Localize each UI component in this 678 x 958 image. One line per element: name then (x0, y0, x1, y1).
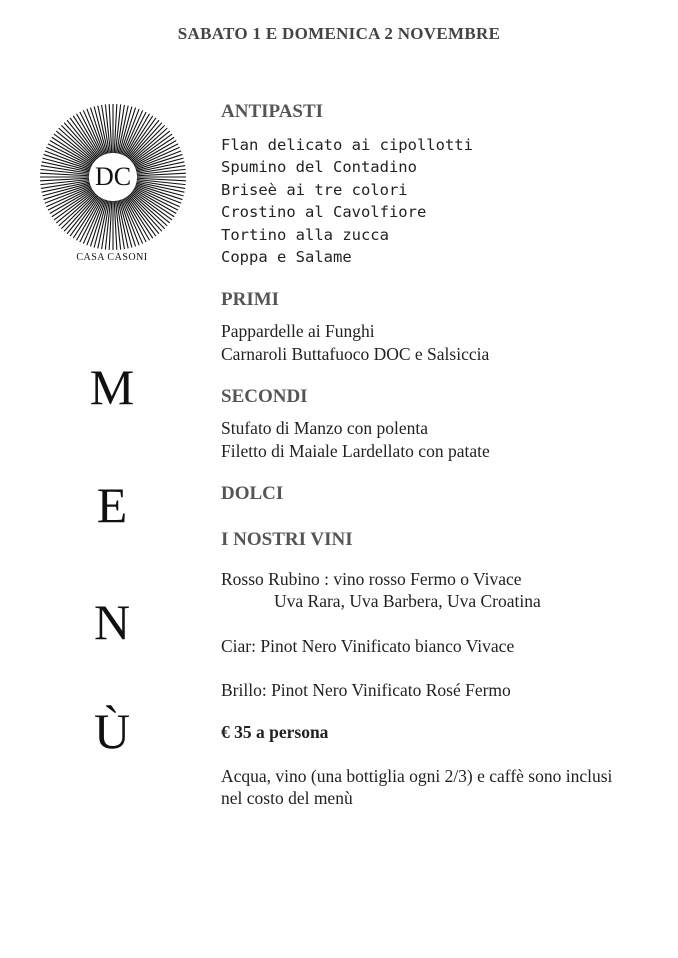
side-letter-m: M (89, 359, 135, 415)
sunburst-monogram-icon (38, 102, 188, 252)
menu-content (221, 100, 661, 809)
primi-list (221, 320, 661, 365)
section-title-vini: I NOSTRI VINI (221, 529, 353, 551)
list-item: Stufato di Manzo con polenta (221, 418, 429, 439)
list-item: Filetto di Maiale Lardellato con patate (221, 440, 490, 461)
price-per-person: € 35 a persona (221, 721, 329, 742)
side-letter-e: E (96, 477, 128, 533)
wine-rosso-grapes: Uva Rara, Uva Barbera, Uva Croatina (274, 591, 541, 612)
list-item: Crostino al Cavolfiore (221, 203, 427, 222)
list-item: Tortino alla zucca (221, 225, 389, 244)
antipasti-list (221, 134, 661, 268)
wine-rosso-rubino: Rosso Rubino : vino rosso Fermo o Vivace (221, 569, 522, 590)
wine-brillo: Brillo: Pinot Nero Vinificato Rosé Fermo (221, 680, 511, 701)
inclusions-note: Acqua, vino (una bottiglia ogni 2/3) e caffè sono inclusi nel costo del menù (221, 765, 613, 808)
secondi-list (221, 417, 661, 462)
logo-monogram: DC (94, 162, 132, 191)
side-letter-u: Ù (93, 703, 131, 759)
list-item: Spumino del Contadino (221, 158, 417, 177)
section-title-antipasti: ANTIPASTI (221, 101, 324, 122)
wine-ciar: Ciar: Pinot Nero Vinificato bianco Vivace (221, 635, 515, 656)
list-item: Pappardelle ai Funghi (221, 321, 375, 342)
list-item: Briseè ai tre colori (221, 180, 408, 199)
event-date: SABATO 1 E DOMENICA 2 NOVEMBRE (177, 24, 501, 43)
list-item: Carnaroli Buttafuoco DOC e Salsiccia (221, 343, 490, 364)
section-title-primi: PRIMI (221, 289, 280, 311)
side-letter-n: N (93, 594, 131, 650)
list-item: Flan delicato ai cipollotti (221, 136, 473, 154)
section-title-secondi: SECONDI (221, 386, 308, 408)
list-item: Coppa e Salame (221, 248, 352, 267)
section-title-dolci: DOLCI (221, 483, 284, 505)
brand-name: CASA CASONI (76, 252, 148, 263)
casa-casoni-logo (38, 102, 188, 270)
